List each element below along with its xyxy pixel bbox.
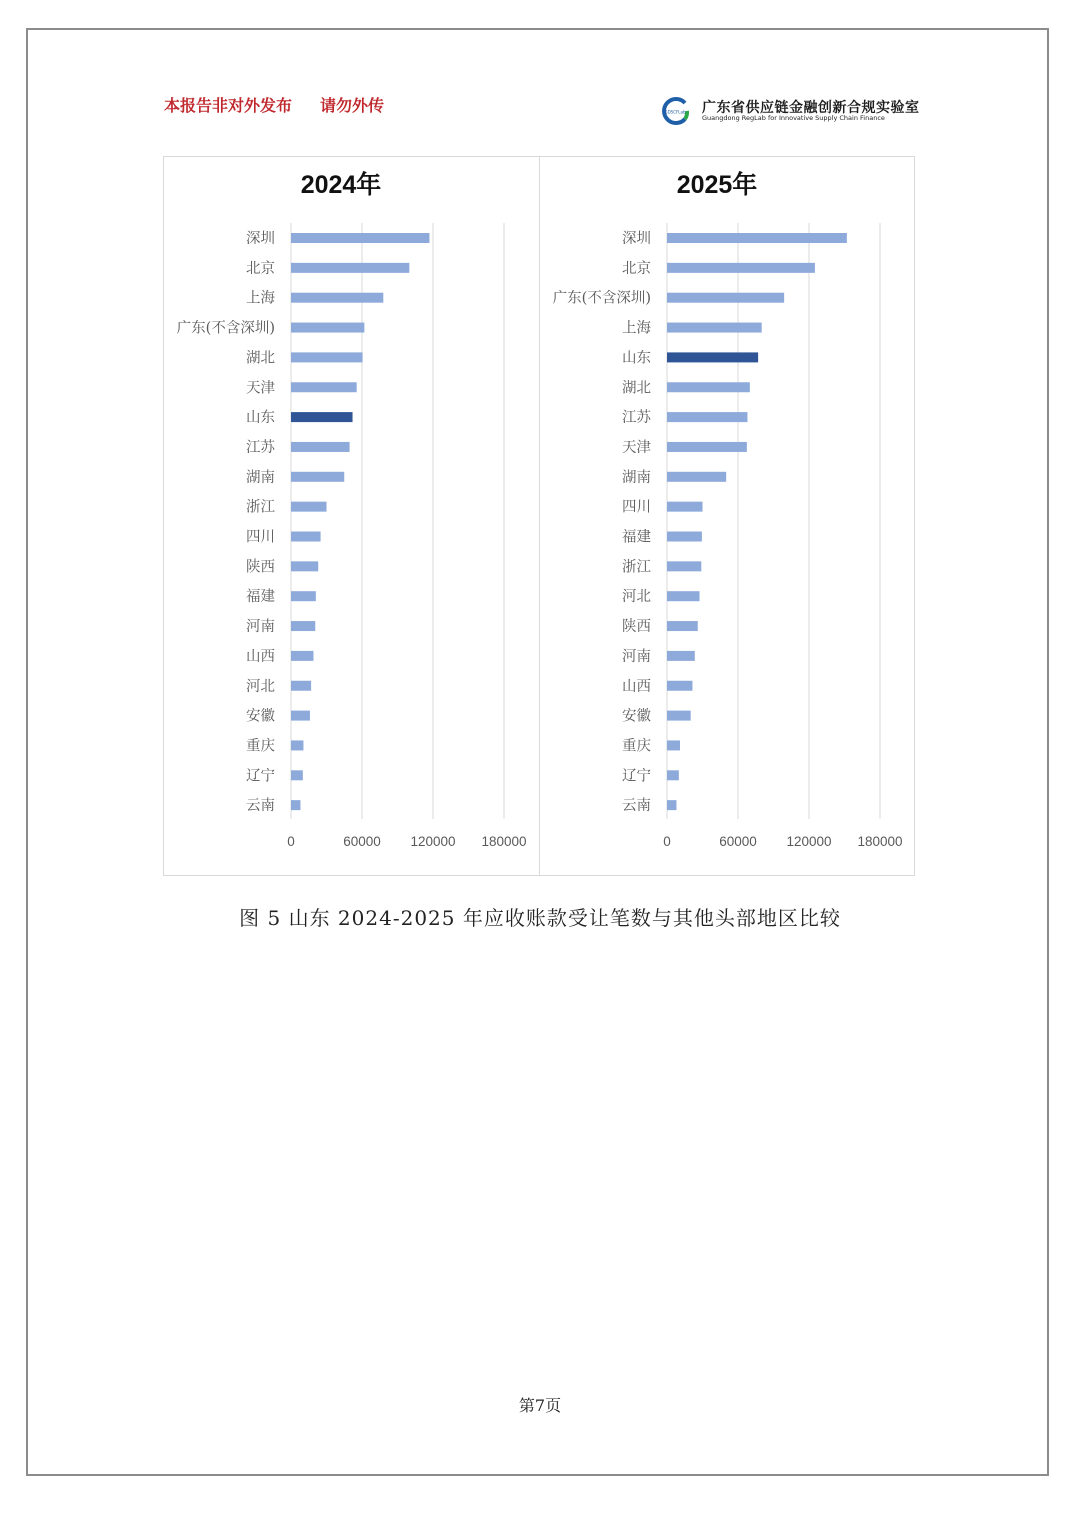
category-label: 山西 [246, 648, 275, 665]
category-label: 福建 [622, 529, 651, 546]
category-label: 广东(不含深圳) [176, 320, 275, 337]
bar [291, 591, 316, 601]
x-tick-label: 180000 [857, 834, 903, 849]
category-label: 浙江 [622, 559, 651, 576]
category-label: 辽宁 [246, 768, 275, 785]
page-number: 第7页 [518, 1396, 562, 1415]
category-label: 辽宁 [622, 768, 651, 785]
chart-2025 [540, 157, 916, 877]
category-label: 四川 [622, 499, 651, 516]
bar [667, 323, 762, 333]
bar [291, 800, 300, 810]
confidential-notice: 本报告非对外发布 [164, 96, 293, 115]
chart-2024-svg [164, 157, 540, 877]
category-label: 北京 [246, 260, 275, 277]
category-label: 浙江 [246, 499, 275, 516]
category-label: 广东(不含深圳) [552, 290, 651, 307]
bar [667, 263, 815, 273]
chart-2025-svg [540, 157, 916, 877]
bar [291, 352, 363, 362]
bar [291, 472, 344, 482]
bar [667, 770, 679, 780]
category-label: 安徽 [246, 708, 275, 725]
bar [291, 323, 364, 333]
bar [667, 442, 747, 452]
chart-2024 [164, 157, 540, 877]
x-tick-label: 120000 [786, 834, 832, 849]
category-label: 河北 [622, 589, 651, 606]
category-label: 天津 [246, 380, 275, 397]
chart-title: 2024年 [300, 171, 382, 199]
category-label: 上海 [246, 290, 275, 307]
lab-subtitle: Guangdong RegLab for Innovative Supply Chain Finance [702, 114, 885, 122]
logo-badge-text: GDSCFLab [664, 109, 686, 115]
bar [291, 263, 409, 273]
bar [291, 382, 357, 392]
category-label: 安徽 [622, 708, 651, 725]
bar [291, 681, 311, 691]
category-label: 北京 [622, 260, 651, 277]
category-label: 山东 [246, 410, 275, 427]
bar [667, 681, 692, 691]
category-label: 湖北 [246, 350, 275, 367]
category-label: 湖南 [246, 469, 275, 486]
category-label: 上海 [622, 320, 651, 337]
category-label: 天津 [622, 439, 651, 456]
bar [667, 621, 698, 631]
bar [667, 561, 701, 571]
category-label: 重庆 [246, 738, 275, 755]
bar [667, 591, 700, 601]
lab-title: 广东省供应链金融创新合规实验室 [702, 100, 920, 116]
x-tick-label: 0 [287, 834, 295, 849]
category-label: 陕西 [246, 559, 275, 576]
category-label: 河南 [622, 648, 651, 665]
category-label: 重庆 [622, 738, 651, 755]
bar [667, 532, 702, 542]
category-label: 深圳 [246, 231, 275, 247]
charts-container [163, 156, 915, 876]
x-tick-label: 180000 [481, 834, 527, 849]
bar [291, 770, 303, 780]
category-label: 深圳 [622, 231, 651, 247]
bar [667, 651, 695, 661]
bar-highlight [291, 412, 353, 422]
bar [291, 651, 313, 661]
lab-logo [660, 96, 920, 128]
category-label: 湖北 [622, 380, 651, 397]
category-label: 山东 [622, 350, 651, 367]
bar [291, 502, 327, 512]
bar [667, 502, 703, 512]
bar [291, 442, 350, 452]
bar [291, 740, 303, 750]
category-label: 山西 [622, 678, 651, 695]
category-label: 云南 [622, 798, 651, 815]
x-tick-label: 60000 [343, 834, 381, 849]
category-label: 河南 [246, 619, 275, 636]
bar [667, 800, 676, 810]
bar [667, 472, 726, 482]
category-label: 湖南 [622, 469, 651, 486]
bar [291, 711, 310, 721]
no-distribution-notice: 请勿外传 [320, 96, 385, 115]
figure-caption: 图 5 山东 2024-2025 年应收账款受让笔数与其他头部地区比较 [239, 906, 841, 930]
bar [291, 293, 383, 303]
x-tick-label: 120000 [410, 834, 456, 849]
category-label: 江苏 [246, 439, 275, 456]
x-tick-label: 60000 [719, 834, 757, 849]
bar [291, 233, 429, 243]
bar [667, 233, 847, 243]
category-label: 福建 [246, 589, 275, 606]
bar-highlight [667, 352, 758, 362]
bar [291, 561, 318, 571]
bar [667, 412, 747, 422]
category-label: 云南 [246, 798, 275, 815]
category-label: 河北 [246, 678, 275, 695]
bar [291, 532, 321, 542]
category-label: 陕西 [622, 619, 651, 636]
lab-logo-icon [660, 96, 690, 126]
bar [667, 293, 784, 303]
bar [667, 711, 691, 721]
bar [667, 382, 750, 392]
category-label: 四川 [246, 529, 275, 546]
bar [291, 621, 315, 631]
category-label: 江苏 [622, 410, 651, 427]
chart-title: 2025年 [676, 171, 758, 199]
bar [667, 740, 680, 750]
x-tick-label: 0 [663, 834, 671, 849]
